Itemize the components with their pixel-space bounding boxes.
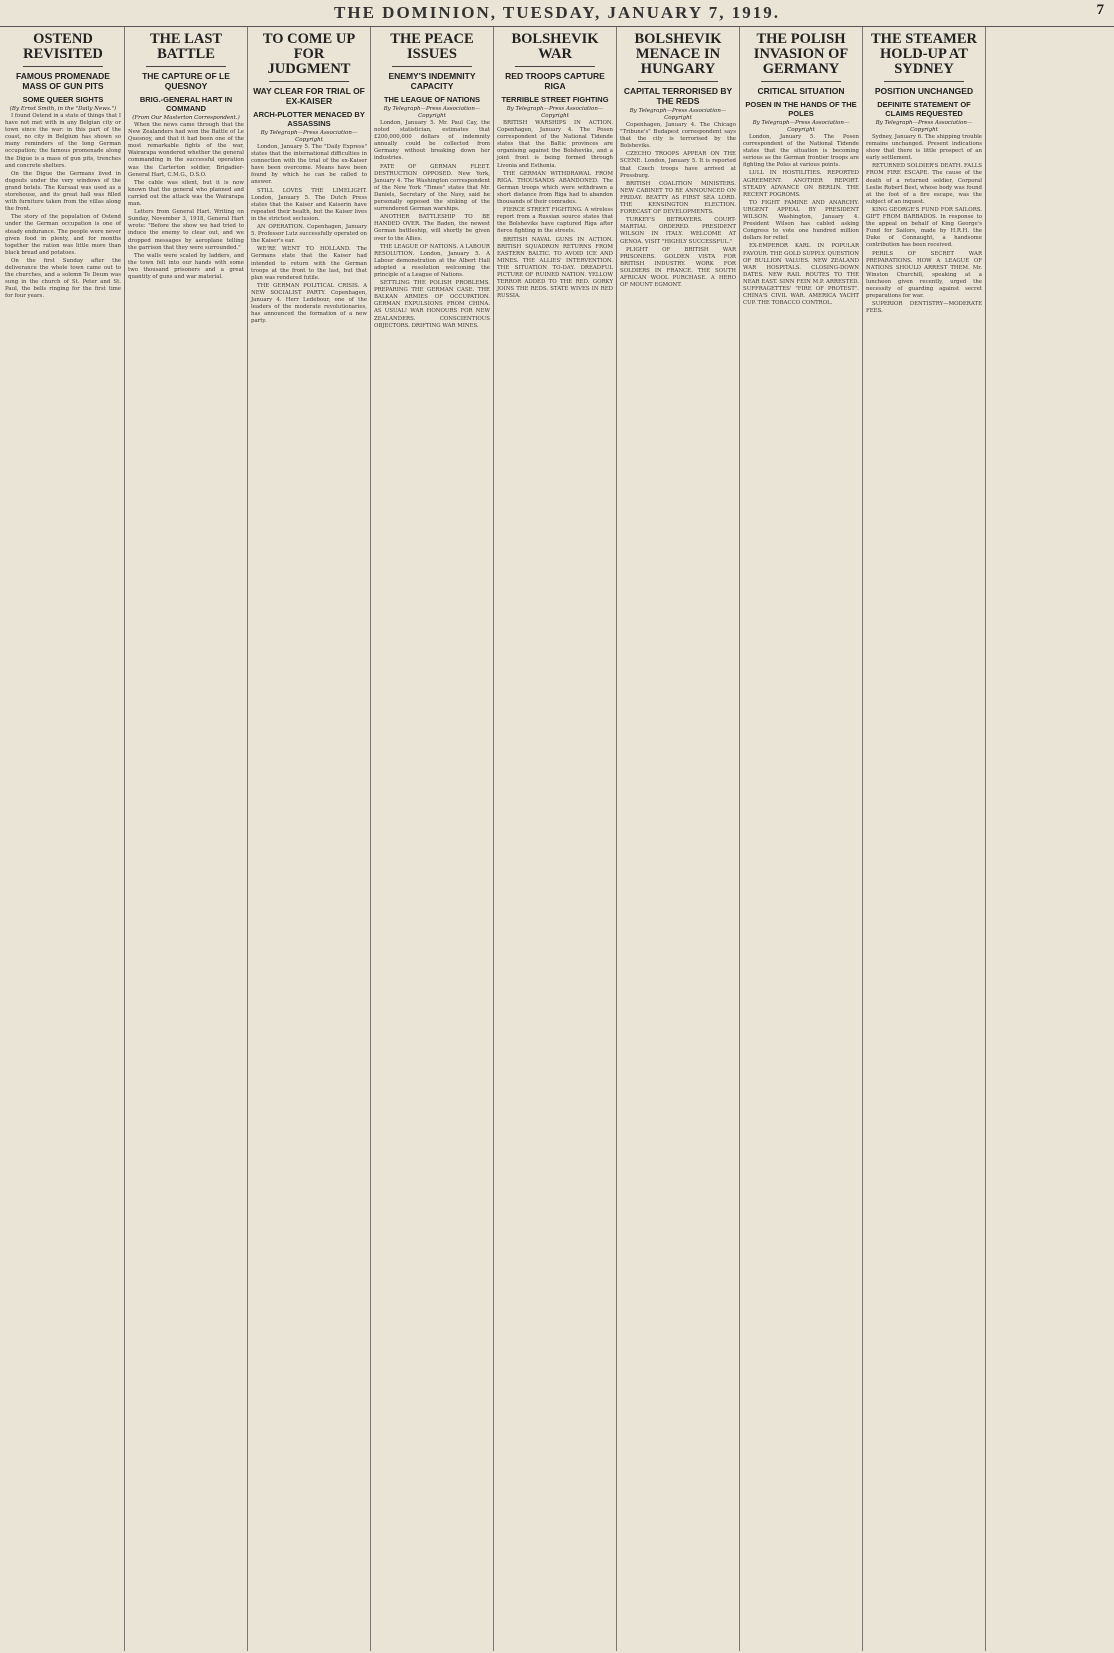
subheadline: CAPITAL TERRORISED BY THE REDS xyxy=(623,86,733,106)
article-paragraph: KING GEORGE'S FUND FOR SAILORS. GIFT FROM BARBADOS. In response to the appeal on behalf of King George's Fund for Sailors, made by H.R.H. the Duke of Connaught, a handsome contribution has been received. xyxy=(866,206,982,249)
news-column xyxy=(494,27,617,1651)
article-paragraph: Sydney, January 6. The shipping trouble remains unchanged. Present indications show that there is little prospect of an early settlement. xyxy=(866,134,982,162)
byline: By Telegraph—Press Association—Copyright xyxy=(383,106,481,119)
article-paragraph: THE GERMAN POLITICAL CRISIS. A NEW SOCIALIST PARTY. Copenhagen, January 4. Herr Ledebour, one of the leaders of the moderate revolutionaries, has announced the formation of a new party. xyxy=(251,282,367,325)
subheadline: POSITION UNCHANGED xyxy=(874,86,974,96)
article-paragraph: THE LEAGUE OF NATIONS. A LABOUR RESOLUTION. London, January 5. A Labour demonstration at the Albert Hall adopted a resolution welcoming the principle of a League of Nations. xyxy=(374,243,490,278)
article-paragraph: FATE OF GERMAN FLEET. DESTRUCTION OPPOSED. New York, January 4. The Washington correspondent of the New York "Times" states that Mr. Daniels, Secretary of the Navy, said he personally opposed the sinking of the surrendered German warships. xyxy=(374,163,490,213)
divider xyxy=(269,81,349,82)
byline: By Telegraph—Press Association—Copyright xyxy=(260,130,358,143)
article-paragraph: The walls were scaled by ladders, and the town fell into our hands with some two thousand prisoners and a great quantity of guns and war material. xyxy=(128,252,244,280)
article-paragraph: EX-EMPEROR KARL IN POPULAR FAVOUR. THE GOLD SUPPLY. QUESTION OF BULLION VALUES. NEW ZEALAND WAR HOSPITALS. CLOSING-DOWN DATES. NEW RAIL ROUTES TO THE NEAR EAST. SINN FEIN M.P. ARRESTED. SUFFRAGETTES' "FIRE OF PROTEST". CHINA'S CIVIL WAR. AMERICA YACHT CUP. THE TOBACCO CONTROL. xyxy=(743,243,859,307)
article-paragraph: I found Ostend in a state of things that I have not met with in any Belgian city or town since the war: in this part of the coast, no city in Belgium has shown so many reminders of the long German occupation; the famous promenade along the Digue is a mass of gun pits, trenches and concrete shelters. xyxy=(5,113,122,169)
article-paragraph: SUPERIOR DENTISTRY—MODERATE FEES. xyxy=(866,301,982,315)
news-column xyxy=(248,27,371,1651)
subheadline: WAY CLEAR FOR TRIAL OF EX-KAISER xyxy=(253,86,365,106)
deck: TERRIBLE STREET FIGHTING xyxy=(501,95,609,104)
headline: BOLSHEVIK WAR xyxy=(511,31,599,62)
subheadline: FAMOUS PROMENADE MASS OF GUN PITS xyxy=(16,71,110,91)
article-paragraph: PLIGHT OF BRITISH WAR PRISONERS. GOLDEN VISTA FOR BRITISH INDUSTRY. WORK FOR SOLDIERS IN FRANCE. THE SOUTH AFRICAN WOOL PURCHASE. A HERO OF MOUNT EGMONT. xyxy=(620,246,736,289)
divider xyxy=(392,66,472,67)
news-column xyxy=(2,27,125,1651)
deck: THE LEAGUE OF NATIONS xyxy=(383,95,481,104)
article-paragraph: Copenhagen, January 4. The Chicago "Tribune's" Budapest correspondent says that the city is terrorised by the Bolsheviks. xyxy=(620,122,736,150)
article-paragraph: SETTLING THE POLISH PROBLEMS. PREPARING THE GERMAN CASE. THE BALKAN ARMIES OF OCCUPATION. GERMAN EXPULSIONS FROM CHINA. AS USUAL! WAR HONOURS FOR NEW ZEALANDERS. CONSCIENTIOUS OBJECTORS. DRIFTING WAR MINES. xyxy=(374,280,490,329)
deck: DEFINITE STATEMENT OF CLAIMS REQUESTED xyxy=(877,100,971,118)
article-paragraph: THE GERMAN WITHDRAWAL FROM RIGA. THOUSANDS ABANDONED. The German troops which were withdrawn a short distance from Riga had to abandon thousands of their comrades. xyxy=(497,170,613,206)
article xyxy=(866,29,982,315)
subheadline: ENEMY'S INDEMNITY CAPACITY xyxy=(388,71,476,91)
news-column xyxy=(863,27,986,1651)
article-paragraph: LULL IN HOSTILITIES. REPORTED AGREEMENT. ANOTHER REPORT. STEADY ADVANCE ON BERLIN. THE RECENT POGROMS. xyxy=(743,170,859,198)
article-paragraph: Letters from General Hart. Writing on Sunday, November 3, 1918, General Hart wrote: "Before the show we had tried to induce the enemy to clear out, and we dropped messages by aeroplane telling the garrison that they were surrounded." xyxy=(128,209,244,251)
article xyxy=(374,29,490,330)
article-paragraph: On the first Sunday after the deliverance the whole town came out to the churches, and a solemn Te Deum was sung in the church of St. Peter and St. Paul, the bells ringing for the first time for four years. xyxy=(5,257,121,300)
article xyxy=(251,29,367,325)
columns xyxy=(2,27,1112,1653)
article-paragraph: AN OPERATION. Copenhagen, January 5. Professor Lutz successfully operated on the Kaiser's ear. xyxy=(251,224,367,245)
subheadline: THE CAPTURE OF LE QUESNOY xyxy=(142,71,230,91)
byline: (From Our Masterton Correspondent.) xyxy=(132,115,240,121)
article xyxy=(128,29,244,281)
news-column xyxy=(371,27,494,1651)
deck: SOME QUEER SIGHTS xyxy=(22,95,104,104)
byline: By Telegraph—Press Association—Copyright xyxy=(875,120,973,133)
byline: By Telegraph—Press Association—Copyright xyxy=(506,106,604,119)
article-paragraph: PERILS OF SECRET WAR PREPARATIONS. HOW A LEAGUE OF NATIONS SHOULD ARREST THEM. Mr. Winston Churchill, speaking at a luncheon given recently, urged the necessity of guarding against secret preparations for war. xyxy=(866,250,982,300)
deck: ARCH-PLOTTER MENACED BY ASSASSINS xyxy=(253,110,365,128)
deck: POSEN IN THE HANDS OF THE POLES xyxy=(745,100,857,118)
article xyxy=(5,29,121,300)
article-paragraph: ANOTHER BATTLESHIP TO BE HANDED OVER. The Baden, the newest German battleship, will shortly be given over to the Allies. xyxy=(374,214,490,242)
article xyxy=(743,29,859,307)
divider xyxy=(515,66,595,67)
subheadline: RED TROOPS CAPTURE RIGA xyxy=(505,71,605,91)
article-paragraph: BRITISH NAVAL GUNS IN ACTION. BRITISH SQUADRON RETURNS FROM EASTERN BALTIC. TO AVOID ICE AND MINES. THE ALLIES' INTERVENTION. THE SITUATION TO-DAY. DREADFUL PICTURE OF RUINED NATION. YELLOW TERROR ADDED TO THE RED. GORKY JOINS THE REDS. STATE WIVES IN RED RUSSIA. xyxy=(497,236,613,300)
article xyxy=(497,29,613,300)
news-column xyxy=(617,27,740,1651)
masthead: THE DOMINION, TUESDAY, JANUARY 7, 1919. xyxy=(0,0,1114,27)
news-column xyxy=(125,27,248,1651)
headline: TO COME UP FOR JUDGMENT xyxy=(262,31,356,77)
subheadline: CRITICAL SITUATION xyxy=(757,86,845,96)
article-paragraph: The story of the population of Ostend under the German occupation is one of steady endurance. The people were never given food in plenty, and for months together the ration was little more than black bread and potatoes. xyxy=(5,214,121,256)
headline: OSTEND REVISITED xyxy=(23,31,103,62)
article-paragraph: When the news came through that the New Zealanders had won the Battle of Le Quesnoy, and that it had been one of the most remarkable fights of the war, Wairarapa wondered whether the general commanding in the successful operation was the Carterton soldier, Brigadier-General Hart, C.M.G., D.S.O. xyxy=(128,122,244,178)
article-paragraph: London, January 5. The Posen correspondent of the National Tidende states that the situation is becoming serious as the German frontier troops are fighting the Poles at various points. xyxy=(743,134,859,169)
article-paragraph: BRITISH COALITION MINISTERS. NEW CABINET TO BE ANNOUNCED ON FRIDAY. BEATTY AS FIRST SEA LORD. THE KENSINGTON ELECTION. FORECAST OF DEVELOPMENTS. xyxy=(620,180,736,216)
article-paragraph: CZECHO TROOPS APPEAR ON THE SCENE. London, January 5. It is reported that Czech troops have arrived at Pressburg. xyxy=(620,151,736,179)
headline: THE PEACE ISSUES xyxy=(390,31,474,62)
news-column xyxy=(740,27,863,1651)
headline: THE LAST BATTLE xyxy=(149,31,223,62)
article-paragraph: TO FIGHT FAMINE AND ANARCHY. URGENT APPEAL BY PRESIDENT WILSON. Washington, January 4. President Wilson has cabled asking Congress to vote one hundred million dollars for relief. xyxy=(743,199,859,242)
news-column xyxy=(986,27,1109,1651)
article-paragraph: The cable was silent, but it is now known that the general who planned and carried out the attack was the Wairarapa man. xyxy=(128,179,244,208)
divider xyxy=(761,81,841,82)
article-paragraph: FIERCE STREET FIGHTING. A wireless report from a Russian source states that the Bolsheviks have captured Riga after fierce fighting in the streets. xyxy=(497,207,613,235)
article-paragraph: RETURNED SOLDIER'S DEATH. FALLS FROM FIRE ESCAPE. The cause of the death of a returned soldier, Corporal Leslie Robert Best, whose body was found at the foot of a fire escape, was the subject of an inquest. xyxy=(866,163,982,205)
article-paragraph: On the Digue the Germans lived in dugouts under the very windows of the grand hotels. The Kursaal was used as a storehouse, and its great hall was filled with furniture taken from the villas along the front. xyxy=(5,170,121,213)
divider xyxy=(884,81,964,82)
byline: By Telegraph—Press Association—Copyright xyxy=(629,108,727,121)
article xyxy=(620,29,736,289)
divider xyxy=(638,81,718,82)
article-paragraph: TURKEY'S BETRAYERS. COURT-MARTIAL ORDERED. PRESIDENT WILSON IN ITALY. WELCOME AT GENOA. VISIT "HIGHLY SUCCESSFUL." xyxy=(620,217,736,245)
headline: THE POLISH INVASION OF GERMANY xyxy=(753,31,849,77)
headline: THE STEAMER HOLD-UP AT SYDNEY xyxy=(871,31,977,77)
divider xyxy=(146,66,226,67)
deck: BRIG.-GENERAL HART IN COMMAND xyxy=(139,95,233,113)
article-paragraph: STILL LOVES THE LIMELIGHT. London, January 5. The Dutch Press states that the Kaiser and Kaiserin have repeated their health, but the Kaiser lives in the strictest seclusion. xyxy=(251,187,367,222)
article-paragraph: WE'RE WENT TO HOLLAND. The Germans state that the Kaiser had intended to return with the German troops at the front to the last, but that plan was rendered futile. xyxy=(251,246,367,281)
headline: BOLSHEVIK MENACE IN HUNGARY xyxy=(634,31,722,77)
article-paragraph: London, January 5. Mr. Paul Cay, the noted statistician, estimates that £200,000,000 dollars of indemnity annually could be collected from Germany without breaking down her industries. xyxy=(374,120,490,162)
page-number: 7 xyxy=(1096,2,1104,18)
byline: By Telegraph—Press Association—Copyright xyxy=(752,120,850,133)
divider xyxy=(23,66,103,67)
article-paragraph: London, January 5. The "Daily Express" states that the international difficulties in connection with the trial of the ex-Kaiser have been overcome. Means have been found by which he can be called to answer. xyxy=(251,144,367,186)
article-paragraph: BRITISH WARSHIPS IN ACTION. Copenhagen, January 4. The Posen correspondent of the National Tidende states that the Baltic provinces are organising against the Bolsheviks, and a joint front is being formed through Livonia and Esthonia. xyxy=(497,120,613,169)
byline: (By Ernst Smith, in the "Daily News.") xyxy=(9,106,117,112)
